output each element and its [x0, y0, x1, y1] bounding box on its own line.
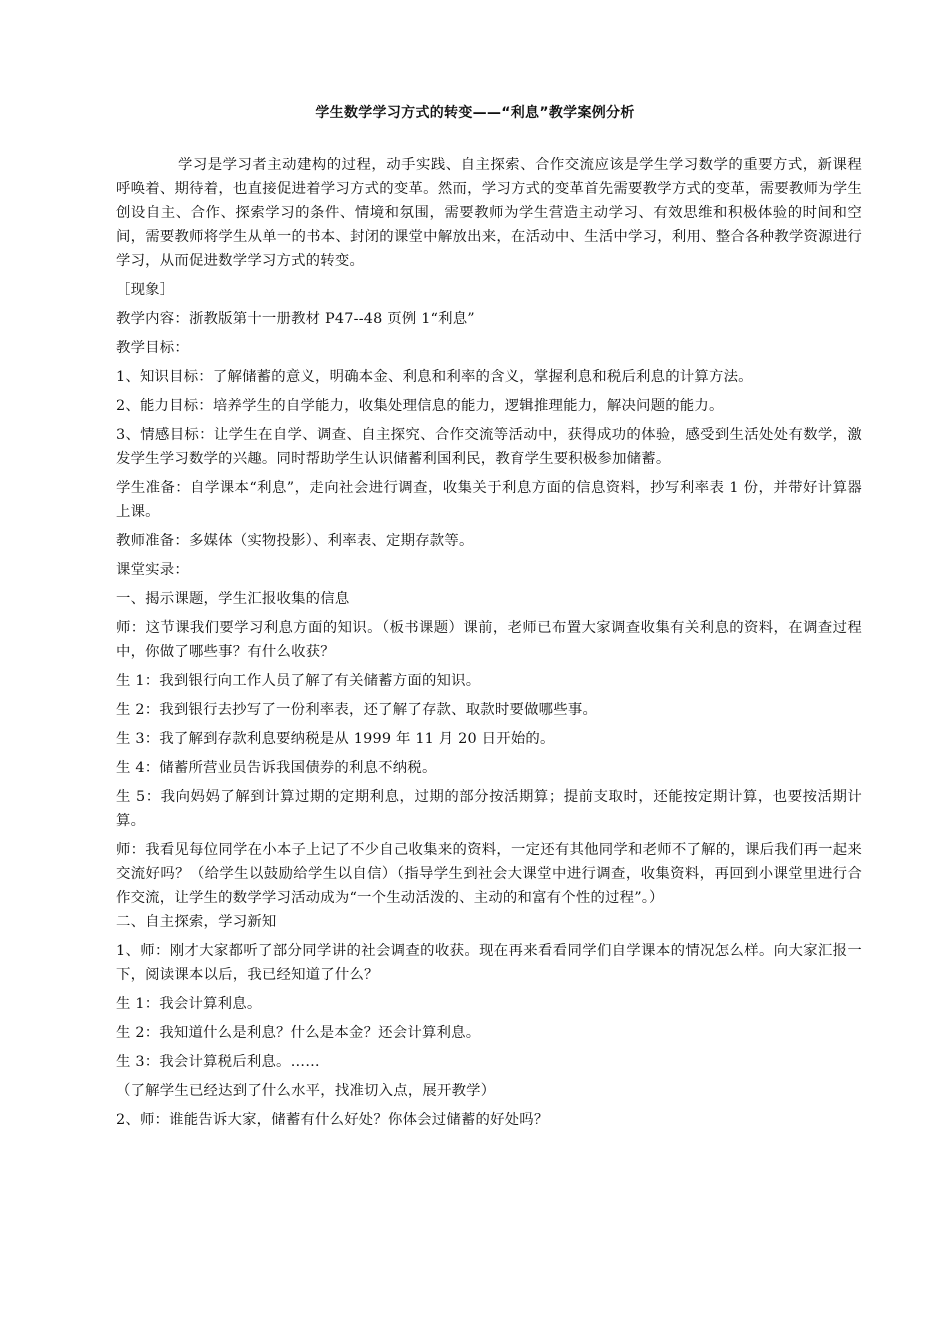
student-line: 生 5：我向妈妈了解到计算过期的定期利息，过期的部分按活期算；提前支取时，还能按定期计算，也要按活期计算。 [116, 789, 862, 829]
teacher-line: 1、师：刚才大家都听了部分同学讲的社会调查的收获。现在再来看看同学们自学课本的情况怎么样。向大家汇报一下，阅读课本以后，我已经知道了什么？ [116, 943, 862, 983]
teacher-line: 师：我看见每位同学在小本子上记了不少自己收集来的资料，一定还有其他同学和老师不了解的，课后我们再一起来交流好吗？（给学生以鼓励给学生以自信）（指导学生到社会大课堂中进行调查，收集资料，再回到小课堂里进行合作交流，让学生的数学学习活动成为“一个生动活泼的、主动的和富有个性的过程”。） [116, 842, 862, 906]
part-two-heading: 二、自主探索，学习新知 [116, 914, 277, 930]
student-line: 生 4：储蓄所营业员告诉我国债券的利息不纳税。 [116, 760, 437, 776]
goal-ability: 2、能力目标：培养学生的自学能力，收集处理信息的能力，逻辑推理能力，解决问题的能力。 [116, 398, 724, 414]
goal-emotion: 3、情感目标：让学生在自学、调查、自主探究、合作交流等活动中，获得成功的体验，感受到生活处处有数学，激发学生学习数学的兴趣。同时帮助学生认识储蓄利国利民，教育学生要积极参加储蓄。 [116, 427, 862, 467]
student-preparation: 学生准备：自学课本“利息”，走向社会进行调查，收集关于利息方面的信息资料，抄写利率表 1 份，并带好计算器上课。 [116, 480, 862, 520]
student-line: 生 2：我到银行去抄写了一份利率表，还了解了存款、取款时要做哪些事。 [116, 702, 598, 718]
teacher-line: 师：这节课我们要学习利息方面的知识。（板书课题）课前，老师已布置大家调查收集有关利息的资料，在调查过程中，你做了哪些事？有什么收获？ [116, 620, 862, 660]
teaching-content: 教学内容：浙教版第十一册教材 P47--48 页例 1“利息” [116, 311, 475, 327]
student-line: 生 3：我了解到存款利息要纳税是从 1999 年 11 月 20 日开始的。 [116, 731, 555, 747]
student-line: 生 1：我到银行向工作人员了解了有关储蓄方面的知识。 [116, 673, 481, 689]
teaching-note: （了解学生已经达到了什么水平，找准切入点，展开教学） [116, 1083, 496, 1099]
student-line: 生 1：我会计算利息。 [116, 996, 262, 1012]
intro-paragraph: 学习是学习者主动建构的过程，动手实践、自主探索、合作交流应该是学生学习数学的重要方式，新课程呼唤着、期待着，也直接促进着学习方式的变革。然而，学习方式的变革首先需要教学方式的变革，需要教师为学生创设自主、合作、探索学习的条件、情境和氛围，需要教师为学生营造主动学习、有效思维和积极体验的时间和空间，需要教师将学生从单一的书本、封闭的课堂中解放出来，在活动中、生活中学习，利用、整合各种教学资源进行学习，从而促进数学学习方式的转变。 [116, 157, 862, 269]
part-one-heading: 一、揭示课题，学生汇报收集的信息 [116, 591, 350, 607]
teaching-goals-heading: 教学目标： [116, 340, 189, 356]
document-title: 学生数学学习方式的转变——“利息”教学案例分析 [315, 105, 635, 121]
section-heading-phenomenon: ［现象］ [116, 282, 175, 298]
teacher-line: 2、师：谁能告诉大家，储蓄有什么好处？你体会过储蓄的好处吗？ [116, 1112, 549, 1128]
goal-knowledge: 1、知识目标：了解储蓄的意义，明确本金、利息和利率的含义，掌握利息和税后利息的计算方法。 [116, 369, 753, 385]
document-body [116, 153, 862, 1137]
student-line: 生 2：我知道什么是利息？什么是本金？还会计算利息。 [116, 1025, 481, 1041]
student-line: 生 3：我会计算税后利息。…… [116, 1054, 320, 1070]
classroom-record-heading: 课堂实录： [116, 562, 189, 578]
teacher-preparation: 教师准备：多媒体（实物投影）、利率表、定期存款等。 [116, 533, 474, 549]
